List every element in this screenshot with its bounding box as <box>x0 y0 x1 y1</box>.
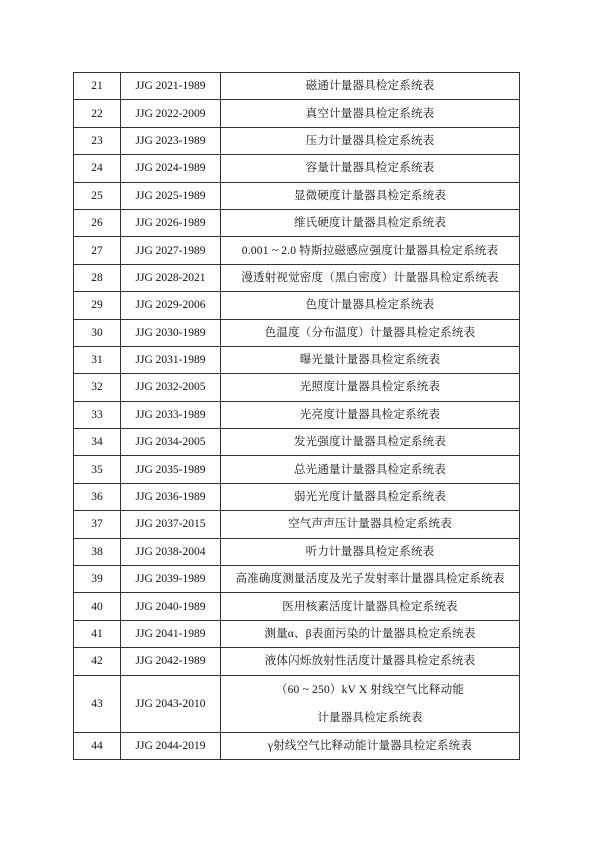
row-number: 37 <box>74 511 121 538</box>
row-number: 43 <box>74 675 121 732</box>
standard-title: 压力计量器具检定系统表 <box>221 127 520 154</box>
table-row <box>74 100 520 127</box>
row-number: 35 <box>74 456 121 483</box>
row-number: 21 <box>74 73 121 100</box>
table-row <box>74 566 520 593</box>
row-number: 25 <box>74 182 121 209</box>
row-number: 38 <box>74 538 121 565</box>
standard-code: JJG 2041-1989 <box>121 620 221 647</box>
standard-code: JJG 2029-2006 <box>121 292 221 319</box>
standard-code: JJG 2032-2005 <box>121 374 221 401</box>
standard-code: JJG 2038-2004 <box>121 538 221 565</box>
standard-title: 显微硬度计量器具检定系统表 <box>221 182 520 209</box>
standard-title: 测量α、β表面污染的计量器具检定系统表 <box>221 620 520 647</box>
table-row <box>74 429 520 456</box>
table-row <box>74 374 520 401</box>
standard-title: 0.001 ~ 2.0 特斯拉磁感应强度计量器具检定系统表 <box>221 237 520 264</box>
standard-code: JJG 2034-2005 <box>121 429 221 456</box>
standard-code: JJG 2043-2010 <box>121 675 221 732</box>
standard-title: 磁通计量器具检定系统表 <box>221 73 520 100</box>
row-number: 24 <box>74 155 121 182</box>
standard-code: JJG 2037-2015 <box>121 511 221 538</box>
table-row <box>74 182 520 209</box>
row-number: 39 <box>74 566 121 593</box>
standard-code: JJG 2035-1989 <box>121 456 221 483</box>
table-row <box>74 292 520 319</box>
table-row <box>74 620 520 647</box>
standard-title: 维氏硬度计量器具检定系统表 <box>221 209 520 236</box>
row-number: 34 <box>74 429 121 456</box>
standard-title: 听力计量器具检定系统表 <box>221 538 520 565</box>
row-number: 36 <box>74 483 121 510</box>
standard-title: 液体闪烁放射性活度计量器具检定系统表 <box>221 648 520 675</box>
row-number: 30 <box>74 319 121 346</box>
standard-code: JJG 2036-1989 <box>121 483 221 510</box>
standard-title: 空气声声压计量器具检定系统表 <box>221 511 520 538</box>
table-row <box>74 511 520 538</box>
table-row <box>74 648 520 675</box>
standards-table <box>73 72 520 760</box>
table-row <box>74 127 520 154</box>
standard-code: JJG 2033-1989 <box>121 401 221 428</box>
standard-title: 色温度（分布温度）计量器具检定系统表 <box>221 319 520 346</box>
row-number: 40 <box>74 593 121 620</box>
standard-title: 色度计量器具检定系统表 <box>221 292 520 319</box>
standard-code: JJG 2024-1989 <box>121 155 221 182</box>
table-body <box>74 73 520 760</box>
table-row <box>74 155 520 182</box>
standard-title: 真空计量器具检定系统表 <box>221 100 520 127</box>
standard-code: JJG 2040-1989 <box>121 593 221 620</box>
standard-title: 容量计量器具检定系统表 <box>221 155 520 182</box>
table-row <box>74 593 520 620</box>
standard-title: 光照度计量器具检定系统表 <box>221 374 520 401</box>
standard-code: JJG 2028-2021 <box>121 264 221 291</box>
standard-code: JJG 2022-2009 <box>121 100 221 127</box>
standard-code: JJG 2023-1989 <box>121 127 221 154</box>
standard-code: JJG 2039-1989 <box>121 566 221 593</box>
row-number: 32 <box>74 374 121 401</box>
standard-title: 医用核素活度计量器具检定系统表 <box>221 593 520 620</box>
standard-title: 高准确度测量活度及光子发射率计量器具检定系统表 <box>221 566 520 593</box>
table-row <box>74 209 520 236</box>
standard-title: 弱光光度计量器具检定系统表 <box>221 483 520 510</box>
table-row <box>74 538 520 565</box>
table-row <box>74 319 520 346</box>
standard-title: γ射线空气比释动能计量器具检定系统表 <box>221 732 520 759</box>
standard-code: JJG 2030-1989 <box>121 319 221 346</box>
row-number: 27 <box>74 237 121 264</box>
standard-title: 总光通量计量器具检定系统表 <box>221 456 520 483</box>
table-row <box>74 346 520 373</box>
standard-code: JJG 2042-1989 <box>121 648 221 675</box>
table-row <box>74 73 520 100</box>
standard-title <box>221 675 520 732</box>
standard-code: JJG 2044-2019 <box>121 732 221 759</box>
row-number: 41 <box>74 620 121 647</box>
table-row <box>74 264 520 291</box>
standard-title-line: （60 ~ 250）kV X 射线空气比释动能 <box>275 683 465 696</box>
standard-title: 光亮度计量器具检定系统表 <box>221 401 520 428</box>
table-row <box>74 237 520 264</box>
row-number: 31 <box>74 346 121 373</box>
standard-code: JJG 2025-1989 <box>121 182 221 209</box>
row-number: 29 <box>74 292 121 319</box>
table-row <box>74 675 520 732</box>
standard-title: 发光强度计量器具检定系统表 <box>221 429 520 456</box>
row-number: 23 <box>74 127 121 154</box>
row-number: 28 <box>74 264 121 291</box>
standard-title-line: 计量器具检定系统表 <box>317 711 423 724</box>
standard-code: JJG 2027-1989 <box>121 237 221 264</box>
standard-title: 漫透射视觉密度（黑白密度）计量器具检定系统表 <box>221 264 520 291</box>
standard-code: JJG 2031-1989 <box>121 346 221 373</box>
table-row <box>74 456 520 483</box>
row-number: 22 <box>74 100 121 127</box>
row-number: 42 <box>74 648 121 675</box>
table-row <box>74 401 520 428</box>
standard-code: JJG 2021-1989 <box>121 73 221 100</box>
row-number: 33 <box>74 401 121 428</box>
standard-code: JJG 2026-1989 <box>121 209 221 236</box>
table-row <box>74 483 520 510</box>
row-number: 44 <box>74 732 121 759</box>
standard-title: 曝光量计量器具检定系统表 <box>221 346 520 373</box>
table-row <box>74 732 520 759</box>
row-number: 26 <box>74 209 121 236</box>
